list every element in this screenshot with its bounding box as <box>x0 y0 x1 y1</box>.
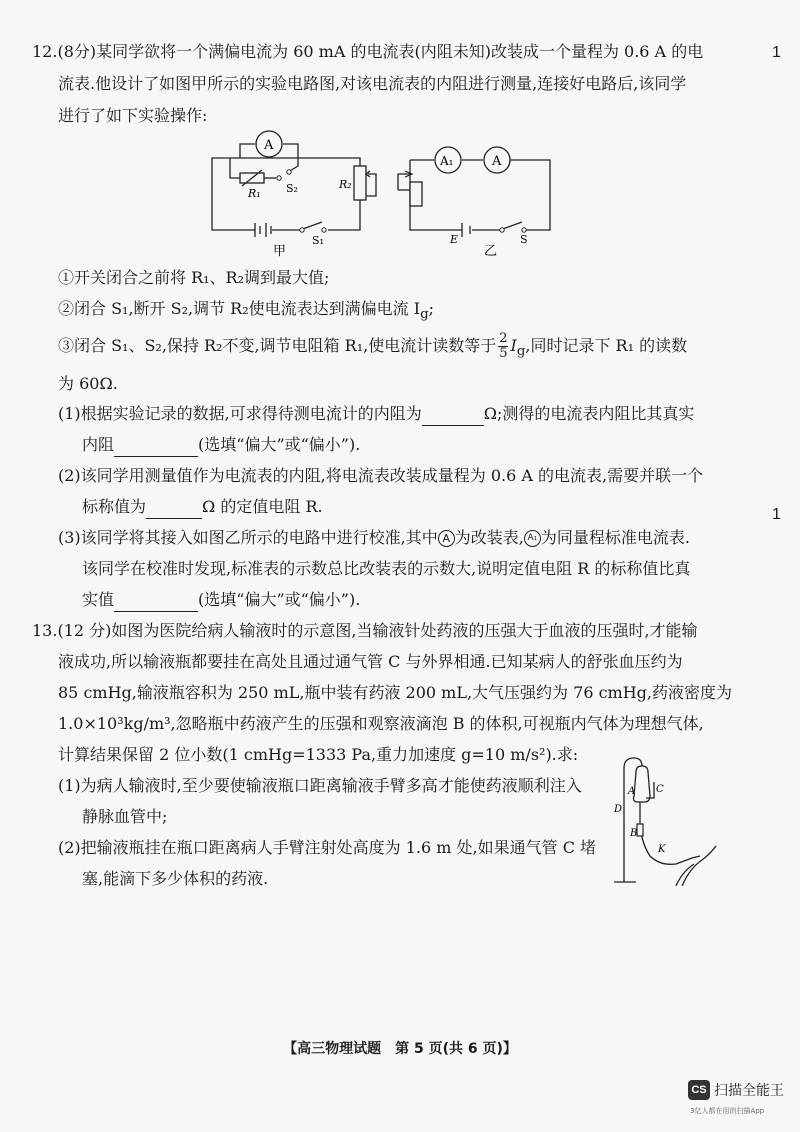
label-r2: R₂ <box>339 178 352 191</box>
q13-sub1-cont: 静脉血管中; <box>82 807 168 826</box>
figure-label-k: K <box>658 844 666 855</box>
q12-sub3-cont: 该同学在校准时发现,标准表的示数总比改装表的示数大,说明定值电阻 R 的标称值比真 <box>82 559 691 578</box>
ammeter-a-label: A <box>492 154 502 169</box>
q13-line-4: 1.0×10³kg/m³,忽略瓶中药液产生的压强和观察液滴泡 B 的体积,可视瓶内气体为理想气体, <box>58 714 704 733</box>
q13-line-5: 计算结果保留 2 位小数(1 cmHg=1333 Pa,重力加速度 g=10 m/s²).求: <box>58 745 579 764</box>
q12-line-3: 进行了如下实验操作: <box>58 106 208 125</box>
q12-sub3-cont-2: 实值 (选填“偏大”或“偏小”). <box>82 588 360 612</box>
q12-step-2: ②闭合 S₁,断开 S₂,调节 R₂使电流表达到满偏电流 $I_g$; <box>58 299 434 323</box>
label-jia: 甲 <box>273 244 287 259</box>
q12-sub3: (3)该同学将其接入如图乙所示的电路中进行校准,其中 A 为改装表, A₁ 为同量程标准电流表. <box>58 528 690 547</box>
scanner-watermark <box>688 1080 784 1100</box>
q13-sub1: (1)为病人输液时,至少要使输液瓶口距离输液手臂多高才能使药液顺利注入 <box>58 776 582 795</box>
margin-mark-top: 1 <box>772 44 781 61</box>
answer-blank-resistor[interactable] <box>146 500 202 519</box>
figure-label-a: A <box>628 786 636 797</box>
q12-step-1: ①开关闭合之前将 R₁、R₂调到最大值; <box>58 268 330 287</box>
iv-drip-figure <box>606 752 722 886</box>
figure-label-c: C <box>656 784 664 795</box>
fraction-two-fifths: $\frac{2}{5}$ <box>499 331 508 361</box>
q12-sub2-cont: 标称值为 Ω 的定值电阻 R. <box>82 495 323 519</box>
ammeter-a1-label: A₁ <box>440 154 454 168</box>
page-footer: 【高三物理试题 第 5 页(共 6 页)】 <box>283 1041 517 1057</box>
label-yi: 乙 <box>484 244 498 259</box>
q12-sub1: (1)根据实验记录的数据,可求得待测电流计的内阻为 Ω;测得的电流表内阻比其真实 <box>58 402 694 426</box>
label-s2: S₂ <box>286 182 298 195</box>
q12-sub2: (2)该同学用测量值作为电流表的内阻,将电流表改装成量程为 0.6 A 的电流表,需要并联一个 <box>58 466 704 485</box>
q12-line-2: 流表.他设计了如图甲所示的实验电路图,对该电流表的内阻进行测量,连接好电路后,该同学 <box>58 74 687 93</box>
q12-step-3-cont: 为 60Ω. <box>58 374 118 393</box>
q13-sub2: (2)把输液瓶挂在瓶口距离病人手臂注射处高度为 1.6 m 处,如果通气管 C 堵 <box>58 838 597 857</box>
label-s: S <box>520 233 528 246</box>
scanner-tagline: 3亿人都在用的扫描App <box>690 1107 765 1115</box>
q12-line-1: 12.(8分)某同学欲将一个满偏电流为 60 mA 的电流表(内阻未知)改装成一个量程为 0.6 A 的电 <box>32 42 704 61</box>
camscanner-logo-icon: CS <box>688 1080 710 1100</box>
circuit-diagrams <box>200 130 570 260</box>
label-e: E <box>450 233 459 246</box>
q13-sub2-cont: 塞,能滴下多少体积的药液. <box>82 869 269 888</box>
q13-line-1: 13.(12 分)如图为医院给病人输液时的示意图,当输液针处药液的压强大于血液的压强时,才能输 <box>32 621 698 640</box>
q13-line-3: 85 cmHg,输液瓶容积为 250 mL,瓶中装有药液 200 mL,大气压强约为 76 cmHg,药液密度为 <box>58 683 732 702</box>
circled-a-symbol: A <box>438 530 455 547</box>
answer-blank-resistance[interactable] <box>422 407 484 426</box>
q12-step-3: ③闭合 S₁、S₂,保持 R₂不变,调节电阻箱 R₁,使电流计读数等于 $\frac{2}{5}$ $I_g$,同时记录下 R₁ 的读数 <box>58 331 688 361</box>
q12-sub1-cont: 内阻 (选填“偏大”或“偏小”). <box>82 433 360 457</box>
label-s1: S₁ <box>312 234 324 247</box>
answer-blank-bias-1[interactable] <box>114 438 198 457</box>
circled-a1-symbol: A₁ <box>524 530 541 547</box>
ammeter-jia-label: A <box>264 138 274 153</box>
figure-label-b: B <box>630 828 638 839</box>
scanner-app-name: 扫描全能王 <box>714 1083 784 1099</box>
q13-line-2: 液成功,所以输液瓶都要挂在高处且通过通气管 C 与外界相通.已知某病人的舒张血压约为 <box>58 652 683 671</box>
answer-blank-bias-2[interactable] <box>114 593 198 612</box>
figure-label-d: D <box>614 804 623 815</box>
label-r1: R₁ <box>248 187 261 200</box>
margin-mark-middle: 1 <box>772 506 781 523</box>
